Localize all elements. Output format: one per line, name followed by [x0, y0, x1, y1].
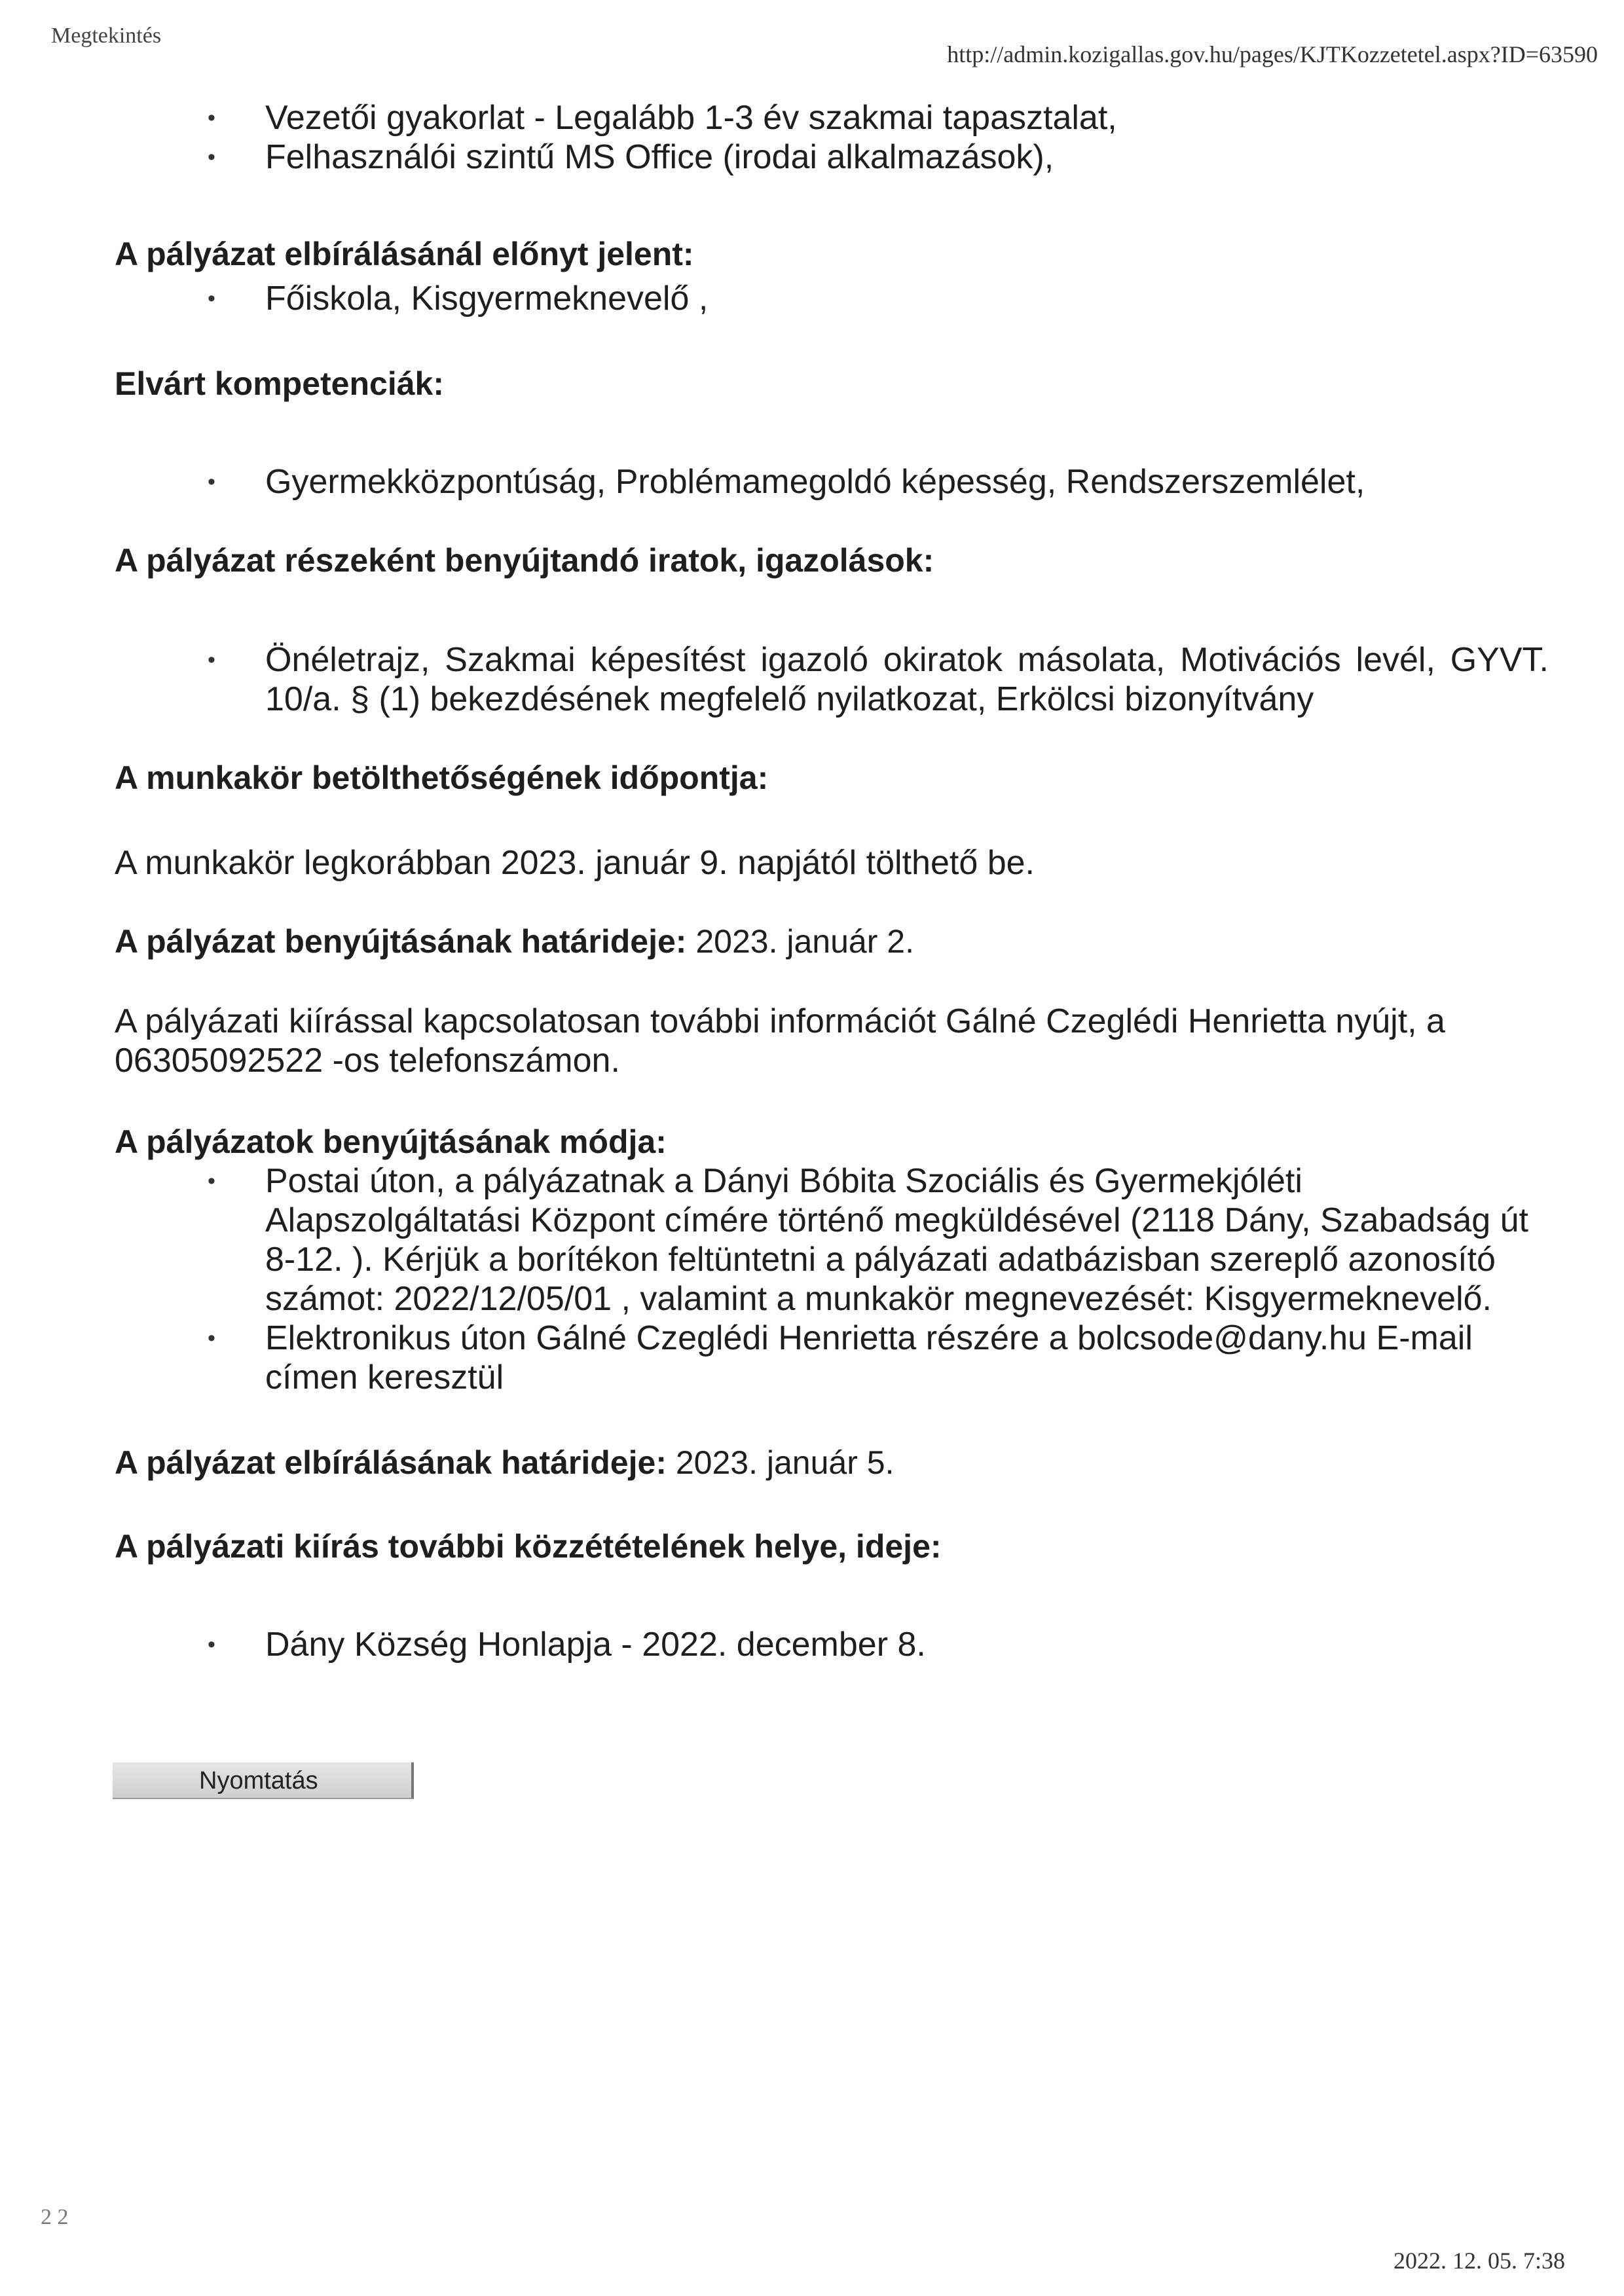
publication-heading: A pályázati kiírás további közzétételének helye, ideje: [115, 1528, 942, 1565]
list-item: • Vezetői gyakorlat - Legalább 1-3 év szakmai tapasztalat, [115, 98, 1549, 137]
advantage-list [115, 279, 1549, 318]
list-item: • Felhasználói szintű MS Office (irodai alkalmazások), [115, 137, 1549, 177]
print-footer-datetime: 2022. 12. 05. 7:38 [1393, 2248, 1565, 2274]
start-date-heading: A munkakör betölthetőségének időpontja: [115, 759, 769, 796]
evaluation-deadline-value: 2023. január 5. [666, 1444, 895, 1481]
advantage-heading: A pályázat elbírálásánál előnyt jelent: [115, 236, 694, 272]
publication-list [115, 1625, 1549, 1664]
evaluation-deadline-label: A pályázat elbírálásának határideje: [115, 1444, 667, 1481]
list-item: • Postai úton, a pályázatnak a Dányi Bóbita Szociális és Gyermekjóléti Alapszolgáltatási Központ címére történő megküldésével (2118 Dány, Szabadság út 8-12. ). Kérjük a borítékon feltüntetni a pályázati adatbázisban szereplő azonosító számot: 2022/12/05/01 , valamint a munkakör megnevezését: Kisgyermeknevelő. [115, 1161, 1549, 1319]
start-date-text: A munkakör legkorábban 2023. január 9. napjától tölthető be. [115, 844, 1035, 882]
requirements-list [115, 98, 1549, 177]
print-header-url: http://admin.kozigallas.gov.hu/pages/KJTKozzetetel.aspx?ID=63590 [947, 41, 1598, 67]
list-item: • Elektronikus úton Gálné Czeglédi Henrietta részére a bolcsode@dany.hu E-mail címen keresztül [115, 1319, 1549, 1397]
submission-deadline-label: A pályázat benyújtásának határideje: [115, 923, 687, 960]
competencies-list [115, 462, 1549, 501]
list-item: • Gyermekközpontúság, Problémamegoldó képesség, Rendszerszemlélet, [115, 462, 1549, 501]
print-footer-page: 2 2 [41, 2205, 69, 2229]
list-item: • Főiskola, Kisgyermeknevelő , [115, 279, 1549, 318]
print-header-title: Megtekintés [51, 24, 162, 48]
list-item: • Önéletrajz, Szakmai képesítést igazoló okiratok másolata, Motivációs levél, GYVT. 10/a. § (1) bekezdésének megfelelő nyilatkozat, Erkölcsi bizonyítvány [115, 640, 1549, 719]
print-button[interactable]: Nyomtatás [113, 1762, 414, 1799]
evaluation-deadline [115, 1443, 1549, 1482]
documents-list [115, 640, 1549, 719]
submission-method-list [115, 1161, 1549, 1397]
list-item: • Dány Község Honlapja - 2022. december 8. [115, 1625, 1549, 1664]
documents-heading: A pályázat részeként benyújtandó iratok, igazolások: [115, 542, 934, 579]
submission-method-heading: A pályázatok benyújtásának módja: [115, 1123, 667, 1160]
job-posting-content [115, 98, 1549, 1664]
contact-info-text: A pályázati kiírással kapcsolatosan további információt Gálné Czeglédi Henrietta nyújt, a 06305092522 -os telefonszámon. [115, 1002, 1445, 1080]
submission-deadline [115, 922, 1549, 961]
competencies-heading: Elvárt kompetenciák: [115, 365, 444, 402]
submission-deadline-value: 2023. január 2. [686, 923, 914, 960]
